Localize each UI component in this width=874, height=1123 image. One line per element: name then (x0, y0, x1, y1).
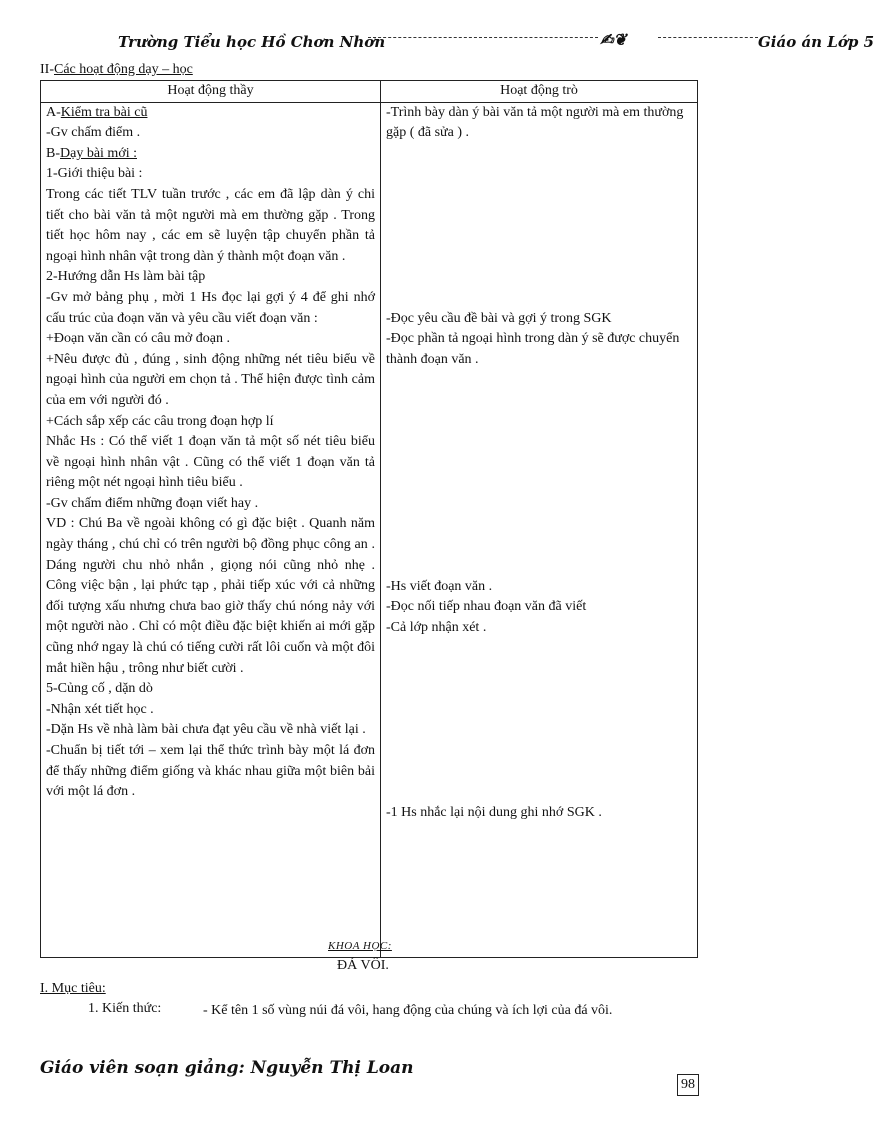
objective-text: - Kể tên 1 số vùng núi đá vôi, hang động của chúng và ích lợi của đá vôi. (203, 1003, 613, 1018)
document-label: Giáo án Lớp 5 (758, 33, 874, 51)
teacher-activity-line: -Gv mở bảng phụ , mời 1 Hs đọc lại gợi ý 4 để ghi nhớ cấu trúc của đoạn văn và yêu cầu viết đoạn văn : (46, 289, 375, 326)
teacher-activity-line: -Chuẩn bị tiết tới – xem lại thể thức trình bày một lá đơn để thấy những điểm giống và khác nhau giữa một biên bải với một lá đơn . (46, 743, 375, 800)
activity-prefix: A- (46, 104, 61, 120)
page-number: 98 (677, 1074, 699, 1096)
activity-heading: Dạy bài mới : (60, 145, 137, 161)
teacher-activity-line: +Cách sắp xếp các câu trong đoạn hợp lí (46, 413, 274, 429)
column-header-student: Hoạt động trò (381, 81, 698, 103)
section-heading: Các hoạt động dạy – học (54, 62, 193, 77)
teacher-activity-line: -Gv chấm điểm . (46, 125, 141, 141)
teacher-activity-line (46, 103, 375, 124)
teacher-activity-line: -Gv chấm điểm những đoạn viết hay . (46, 495, 259, 511)
student-activity-line: -Hs viết đoạn văn . (386, 578, 493, 594)
teacher-activities (46, 103, 375, 957)
activity-prefix: B- (46, 145, 60, 161)
student-activities-cell (381, 102, 698, 957)
section-title (40, 62, 193, 78)
student-activities (386, 103, 692, 957)
student-activity-line: -1 Hs nhắc lại nội dung ghi nhớ SGK . (386, 805, 602, 821)
teacher-activity-line: 1-Giới thiệu bài : (46, 166, 143, 182)
teacher-activity-line (46, 144, 375, 165)
student-activity-line: -Đọc yêu cầu đề bài và gợi ý trong SGK (386, 310, 612, 326)
teacher-signature: Giáo viên soạn giảng: Nguyễn Thị Loan (40, 1058, 414, 1078)
teacher-activity-line: 2-Hướng dẫn Hs làm bài tập (46, 269, 206, 285)
activities-table (40, 80, 698, 958)
header-divider (368, 37, 598, 38)
teacher-activity-line: -Nhận xét tiết học . (46, 701, 154, 717)
objective-label: 1. Kiến thức: (88, 1001, 162, 1016)
lesson-title: ĐÁ VÔI. (337, 958, 389, 973)
school-name: Trường Tiểu học Hồ Chơn Nhơn (118, 33, 386, 51)
teacher-activity-line: VD : Chú Ba về ngoài không có gì đặc biệt . Quanh năm ngày tháng , chú chỉ có trên người bộ đồng phục công an . Dáng người chu nhỏ nhắn , giọng nói cũng nhỏ nhẹ . Công việc bận , lại phức tạp , phải tiếp xúc với cả những đối tượng xấu nhưng chưa bao giờ thấy chú nóng nảy với một người nào . Chỉ có một điều đặc biệt khiến ai mới gặp cũng nhớ ngay là chú có tiếng cười rất lôi cuốn và một đôi mắt hiền hậu , trông như biết cười . (46, 516, 375, 676)
teacher-activities-cell (41, 102, 381, 957)
student-activity-line: -Cả lớp nhận xét . (386, 619, 487, 635)
subject-label: KHOA HỌC: (328, 940, 392, 952)
teacher-activity-line: Trong các tiết TLV tuần trước , các em đã lập dàn ý chi tiết cho bài văn tả một người mà em thường gặp . Trong tiết học hôm nay , các em sẽ luyện tập chuyển phần tả ngoại hình nhân vật trong dàn ý thành một đoạn văn . (46, 186, 375, 264)
student-activity-line: -Trình bày dàn ý bài văn tả một người mà em thường gặp ( đã sửa ) . (386, 104, 684, 141)
ornament-icon: ✍︎❦ (600, 30, 627, 49)
page-header (118, 30, 874, 54)
objectives-heading: I. Mục tiêu: (40, 981, 106, 996)
header-divider (658, 37, 758, 38)
student-activity-line: -Đọc nối tiếp nhau đoạn văn đã viết (386, 599, 587, 615)
teacher-activity-line: +Đoạn văn cần có câu mở đoạn . (46, 331, 231, 347)
section-prefix: II- (40, 62, 54, 77)
teacher-activity-line: 5-Củng cố , dặn dò (46, 681, 153, 697)
activity-heading: Kiểm tra bài cũ (60, 104, 148, 120)
table-header-row (41, 81, 698, 103)
teacher-activity-line: -Dặn Hs về nhà làm bài chưa đạt yêu cầu về nhà viết lại . (46, 722, 366, 738)
table-row (41, 102, 698, 957)
student-activity-line: -Đọc phần tả ngoại hình trong dàn ý sẽ được chuyển thành đoạn văn . (386, 331, 680, 367)
teacher-activity-line: Nhắc Hs : Có thể viết 1 đoạn văn tả một số nét tiêu biểu về ngoại hình nhân vật . Cũng có thể viết 1 đoạn văn tả riêng một nét ngoại hình tiêu biểu . (46, 434, 375, 491)
column-header-teacher: Hoạt động thầy (41, 81, 381, 103)
teacher-activity-line: +Nêu được đủ , đúng , sinh động những nét tiêu biểu về ngoại hình của người em chọn tả . Thể hiện được tình cảm của em với người đó . (46, 351, 375, 408)
